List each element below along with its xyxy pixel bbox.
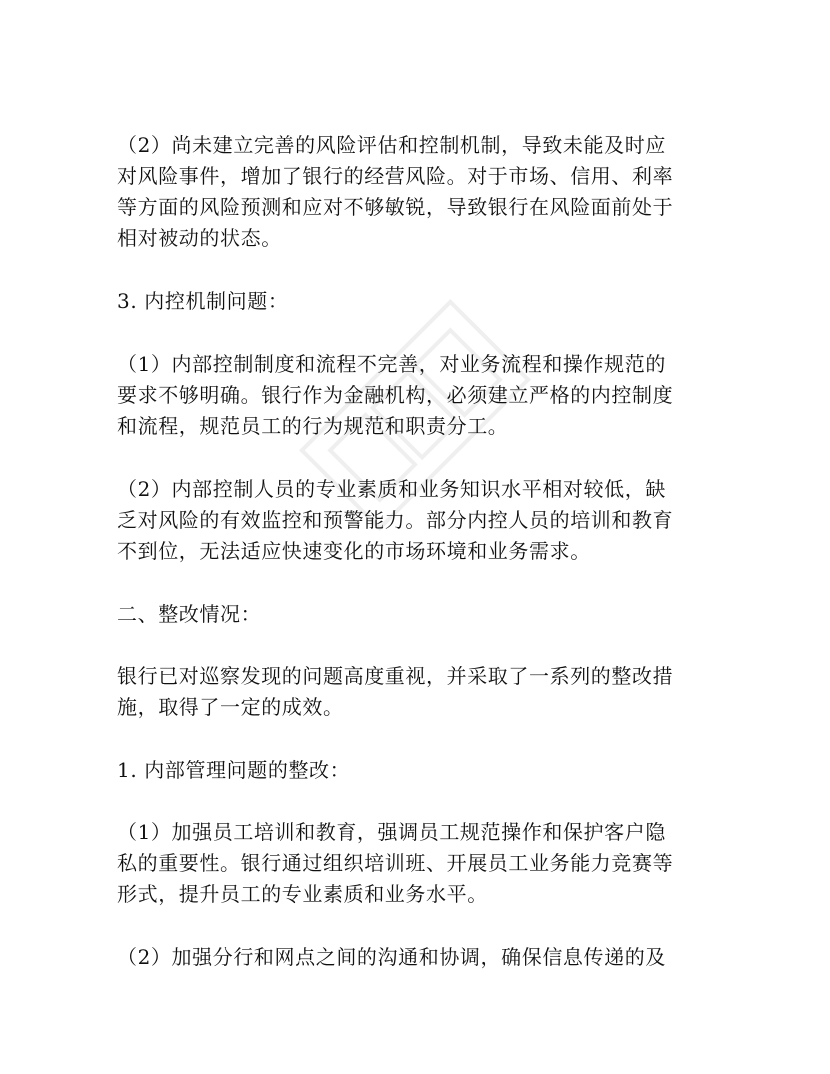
paragraph-rectification-intro-line: 施，取得了一定的成效。 <box>117 695 344 719</box>
paragraph-risk-2-line: 对风险事件，增加了银行的经营风险。对于市场、信用、利率 <box>117 164 674 188</box>
paragraph-management-1-line: 形式，提升员工的专业素质和业务水平。 <box>117 882 488 906</box>
section-heading: 1. 内部管理问题的整改： <box>117 758 351 782</box>
paragraph-rectification-intro-line: 银行已对巡察发现的问题高度重视，并采取了一系列的整改措 <box>117 664 674 688</box>
paragraph-risk-2-line: （2）尚未建立完善的风险评估和控制机制，导致未能及时应 <box>117 133 666 157</box>
paragraph-control-2-line: 不到位，无法适应快速变化的市场环境和业务需求。 <box>117 539 591 563</box>
paragraph-management-1-line: （1）加强员工培训和教育，强调员工规范操作和保护客户隐 <box>117 820 666 844</box>
section-heading: 3. 内控机制问题： <box>117 289 289 313</box>
paragraph-control-1-line: （1）内部控制制度和流程不完善，对业务流程和操作规范的 <box>117 352 666 376</box>
paragraph-control-2-line: （2）内部控制人员的专业素质和业务知识水平相对较低，缺 <box>117 477 666 501</box>
paragraph-control-2-line: 乏对风险的有效监控和预警能力。部分内控人员的培训和教育 <box>117 508 674 532</box>
paragraph-management-2-line: （2）加强分行和网点之间的沟通和协调，确保信息传递的及 <box>117 945 666 969</box>
section-heading: 二、整改情况： <box>117 602 262 626</box>
paragraph-control-1-line: 和流程，规范员工的行为规范和职责分工。 <box>117 414 509 438</box>
paragraph-management-1-line: 私的重要性。银行通过组织培训班、开展员工业务能力竞赛等 <box>117 851 674 875</box>
paragraph-risk-2-line: 等方面的风险预测和应对不够敏锐，导致银行在风险面前处于 <box>117 195 674 219</box>
paragraph-control-1-line: 要求不够明确。银行作为金融机构，必须建立严格的内控制度 <box>117 383 674 407</box>
paragraph-risk-2-line: 相对被动的状态。 <box>117 226 282 250</box>
